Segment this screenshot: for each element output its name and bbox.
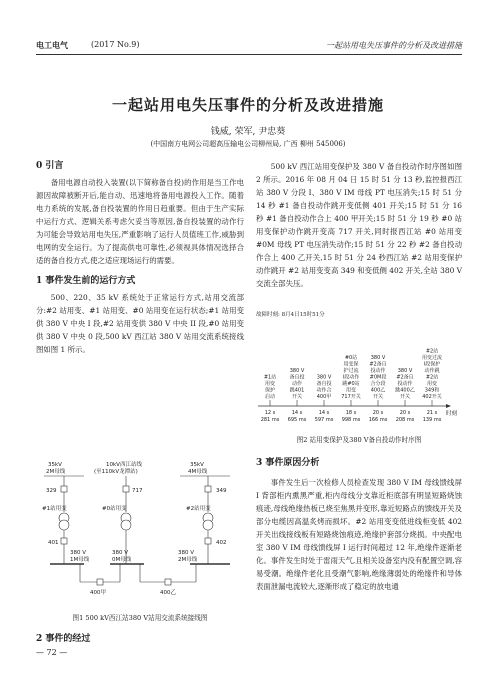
fig1-bus0: 380 V 0M母线 (112, 550, 132, 563)
fig1-bus1: 380 V 1M母线 (70, 550, 90, 563)
fig1-b349: 349 (216, 488, 227, 494)
figure-2-timeline (256, 318, 462, 436)
fig2-event-label: #1站用变保护启动 (263, 374, 277, 400)
paper-title: 一起站用电失压事件的分析及改进措施 (111, 96, 384, 114)
fig2-event-ms: 139 ms (422, 417, 442, 423)
fig2-event-time: 14 s (291, 410, 303, 416)
fig2-event-ms: 166 ms (368, 417, 388, 423)
fig2-event-ms: 695 ms (287, 417, 307, 423)
right-column-top (256, 160, 462, 290)
fig2-axis-arrow (446, 404, 451, 408)
left-column (36, 160, 244, 356)
fig2-event-label: 380 V 备自投动作跳401 开关 (289, 368, 305, 400)
running-title: 一起站用电失压事件的分析及改进措施 (326, 41, 462, 50)
left-column-bottom (36, 612, 244, 646)
fig2-event-time: 21 s (426, 410, 438, 416)
section-0-text: 备用电源自动投入装置(以下简称备自投)的作用是当工作电源因故障被断开后,能自动、迅速地将备用电源投入工作。随着电力系统的发展,备自投装置的作用日趋重要。但由于生产实际中运行方式、逻辑关系考虑欠妥当等原因,备自投装置的动作行为可能会导致站用电失压,严重影响了运行人员值班工作,威胁到电网的安全运行。为了提高供电可靠性,必须视具体情况选择合适的备自投方式,使之适应现场运行的需要。 (36, 178, 244, 265)
figure-2-caption: 图2 站用变保护及380 V备自投动作时序图 (296, 436, 422, 444)
fig2-event-time: 12 s (264, 410, 276, 416)
fig1-t0: #0站用变 (102, 506, 127, 512)
fig1-label-4m: 35kV 4M母线 (188, 462, 208, 475)
fig1-t2: #2站用变 (186, 506, 211, 512)
fig2-fault-time: 故障时刻: 8月4日15时51分 (256, 312, 325, 318)
section-3-text: 事件发生后一次检修人员检查发现 380 V IM 母线馈线屏 I 背部柜内熏黑严重,柜内母线分支靠近柜底部有明显短路烧蚀痕迹,母线绝缘热板已烧至焦黑并变形,靠近短路点的馈线开关及部分电缆因高温炙烤而损坏。#2 站用变变低进线柜变低 402 开关出线接线板有短路烧蚀痕迹,绝缘护套部分烧损。中央配电室 380 V IM 母线馈线屏 I 运行时间超过 12 年,绝缘件逐渐老化。事件发生时处于雷雨天气,且相关设备室内没有配置空调,容易受潮。绝缘件老化且受潮气影响,绝缘薄弱处的绝缘件和导体表面泄漏电流较大,逐渐形成了稳定的放电通 (256, 478, 462, 591)
fig1-bus2: 380 V 2M母线 (178, 550, 198, 563)
section-1-text: 500、220、35 kV 系统处于正常运行方式,站用交流部分:#2 站用变、#1 站用变、#0 站用变在运行状态;#1 站用变供 380 V 中央 I 段,#2 站用变供 380 V 中央 II 段,#0 站用变供 380 V 中央 0 段,500 kV 西江站 380 V 站用交流系统接线图如图 1 所示。 (36, 293, 244, 354)
fig1-b402: 402 (216, 540, 227, 546)
fig1-b717: 717 (132, 488, 143, 494)
fig2-event-label: #0站用变保护过流 I段动作跳#0站用变 717开关 (341, 355, 361, 400)
authors: 钱威, 荣军, 尹忠葵 (210, 127, 286, 137)
fig1-label-2m: 35kV 2M母线 (46, 462, 66, 475)
fig2-axis-label: 时刻 (446, 411, 458, 417)
header-rule (36, 54, 462, 55)
fig2-event-ms: 208 ms (395, 417, 415, 423)
fig2-event-time: 18 s (345, 410, 357, 416)
fig2-event-label: 380 V #2备自投动作跳400乙开关 (395, 368, 415, 400)
fig2-event-time: 20 s (372, 410, 384, 416)
journal-name: 电工电气 (36, 40, 68, 50)
fig1-t1: #1站用变 (42, 506, 67, 512)
section-0-title: 0 引言 (36, 161, 64, 171)
page-header (36, 40, 462, 54)
fig2-event-label: #2站用变过流 I段保护动作跳#2站用变 349和 402开关 (421, 348, 443, 400)
fig2-event-label: 380 V 备自投动作合 400甲 (316, 374, 332, 400)
section-3-title: 3 事件原因分析 (256, 458, 320, 468)
fig1-label-line: 10kV西江站线(至110kV龙潭站) (94, 462, 142, 475)
page-number: — 72 — (36, 648, 68, 657)
section-2-title: 2 事件的经过 (36, 634, 91, 644)
affiliation: (中国南方电网公司超高压输电公司柳州局, 广西 柳州 545006) (150, 140, 346, 148)
fig2-event-time: 20 s (399, 410, 411, 416)
fig2-event-label: 380 V #2备自投动作#0M段合分段 400乙开关 (369, 355, 387, 400)
section-1-title: 1 事件发生前的运行方式 (36, 276, 136, 286)
fig2-event-ms: 998 ms (341, 417, 361, 423)
fig1-t400a: 400甲 (90, 590, 106, 596)
figure-1-diagram (40, 460, 244, 605)
fig2-event-ms: 281 ms (260, 417, 280, 423)
fig1-b329: 329 (46, 488, 57, 494)
issue-number: (2017 No.9) (91, 40, 140, 49)
fig1-b401: 401 (48, 540, 59, 546)
section-2-text: 500 kV 西江站用变保护及 380 V 备自投动作时序图如图 2 所示。2016 年 08 月 04 日 15 时 51 分 13 秒,监控报西江站 380 V 分段 I、380 V IM 母线 PT 电压消失;15 时 51 分 14 秒 #1 备自投动作跳开变低侧 401 开关;15 时 51 分 16 秒 #1 备自投动作合上 400 甲开关;15 时 51 分 19 秒 #0 站用变保护动作跳开变高 717 开关,同时报西江站 #0 站用变 #0M 母线 PT 电压消失动作;15 时 51 分 22 秒 #2 备自投动作合上 400 乙开关,15 时 51 分 24 秒西江站 #2 站用变保护动作跳开 #2 站用变变高 349 和变低侧 402 开关,全站 380 V 交流全部失压。 (256, 162, 462, 288)
right-column-bottom (256, 434, 462, 593)
fig2-event-time: 14 s (318, 410, 330, 416)
fig1-t400b: 400乙 (160, 590, 176, 596)
figure-1-caption: 图1 500 kV西江站380 V站用交流系统接线图 (72, 614, 208, 622)
fig2-event-ms: 597 ms (314, 417, 334, 423)
